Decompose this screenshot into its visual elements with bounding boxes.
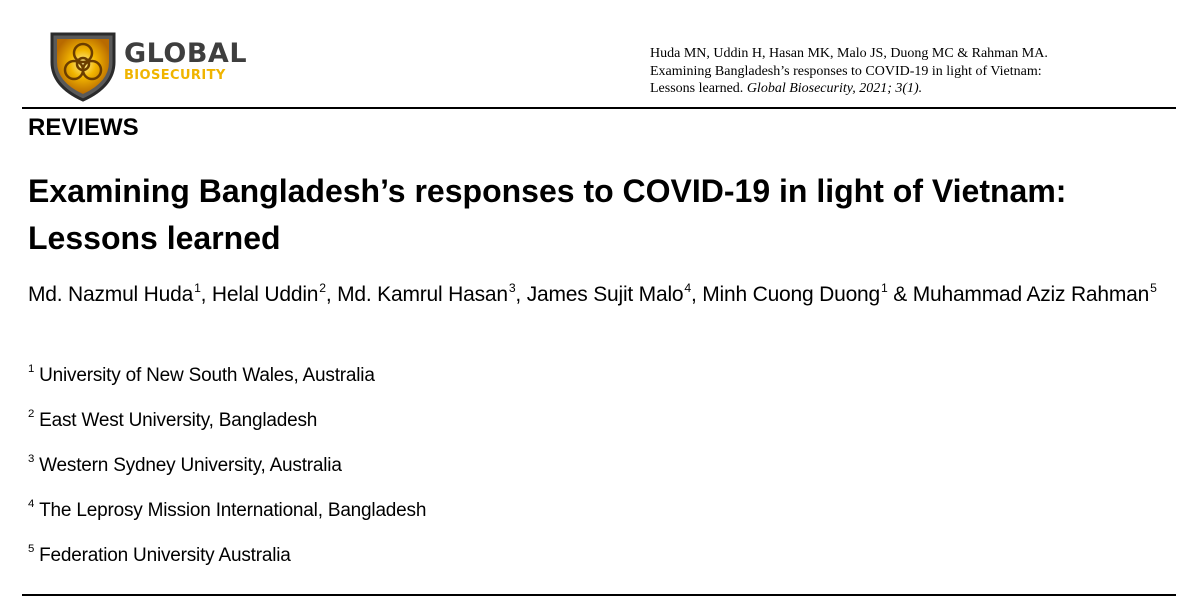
logo-word-global: GLOBAL: [124, 38, 248, 69]
citation-line: Huda MN, Uddin H, Hasan MK, Malo JS, Duong MC & Rahman MA.: [650, 46, 1048, 61]
citation-text: Lessons learned.: [650, 81, 747, 96]
affiliation-number: 5: [28, 543, 35, 556]
author-name: Muhammad Aziz Rahman: [912, 283, 1150, 306]
section-label: REVIEWS: [28, 114, 139, 141]
affiliation-text: Federation University Australia: [39, 545, 291, 566]
author-name: Helal Uddin: [211, 283, 319, 306]
author-list: [28, 280, 1178, 310]
affiliation-ref: 5: [1150, 280, 1157, 295]
citation-line: Examining Bangladesh’s responses to COVID-19 in light of Vietnam:: [650, 63, 1042, 79]
affiliation-ref: 1: [194, 280, 201, 295]
affiliation-item: [28, 409, 317, 433]
affiliation-item: [28, 454, 342, 478]
citation-line: [650, 80, 1190, 98]
citation-block: [650, 45, 1190, 98]
affiliation-text: East West University, Bangladesh: [39, 410, 318, 431]
author-name: Minh Cuong Duong: [702, 283, 881, 306]
affiliation-item: [28, 544, 291, 568]
citation-journal: Global Biosecurity, 2021; 3(1).: [746, 81, 923, 96]
footer-divider: [22, 594, 1176, 596]
author-separator: ,: [200, 283, 212, 306]
affiliation-ref: 4: [684, 280, 691, 295]
affiliation-ref: 2: [319, 280, 326, 295]
journal-logo: [44, 24, 264, 102]
affiliation-number: 4: [28, 498, 35, 511]
affiliation-item: [28, 499, 426, 523]
affiliation-ref: 3: [508, 280, 516, 295]
affiliation-number: 1: [28, 363, 35, 376]
author-name: James Sujit Malo: [526, 283, 684, 306]
affiliation-text: University of New South Wales, Australia: [39, 365, 375, 386]
logo-word-biosecurity: BIOSECURITY: [124, 68, 226, 83]
author-separator: ,: [515, 283, 527, 306]
author-name: Md. Kamrul Hasan: [337, 283, 508, 306]
affiliation-number: 2: [28, 408, 35, 421]
title-line: Examining Bangladesh’s responses to COVID-19 in light of Vietnam:: [28, 173, 1067, 209]
affiliation-number: 3: [28, 453, 35, 466]
affiliation-text: The Leprosy Mission International, Bangladesh: [39, 500, 427, 521]
affiliation-ref: 1: [881, 280, 888, 295]
header-divider: [22, 107, 1176, 109]
title-line: Lessons learned: [28, 220, 281, 256]
author-name: Md. Nazmul Huda: [28, 283, 194, 306]
author-separator: ,: [325, 283, 338, 306]
author-separator: ,: [690, 283, 703, 306]
author-separator: &: [887, 283, 913, 306]
article-title: [28, 168, 1193, 262]
affiliation-text: Western Sydney University, Australia: [39, 455, 342, 476]
biohazard-shield-icon: [44, 24, 122, 102]
affiliation-item: [28, 364, 375, 388]
